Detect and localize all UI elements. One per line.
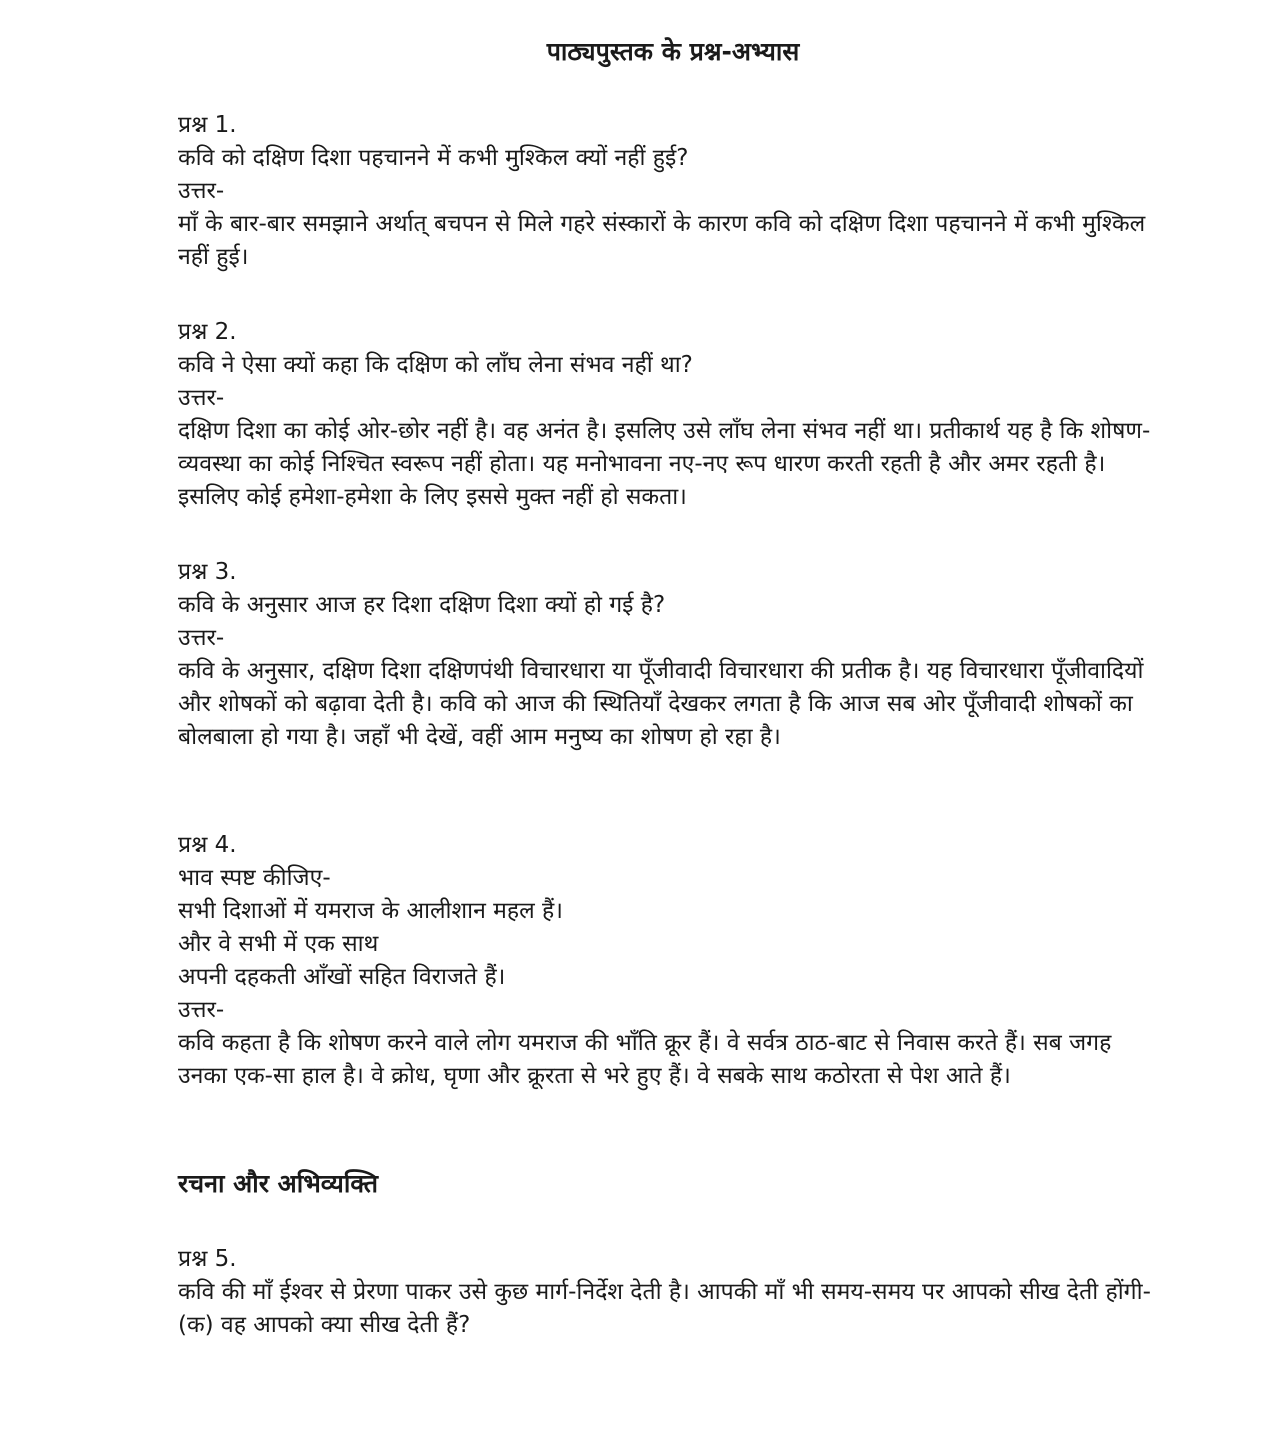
page-title: पाठ्यपुस्तक के प्रश्न-अभ्यास [546,37,800,66]
question-text: कवि को दक्षिण दिशा पहचानने में कभी मुश्किल क्यों नहीं हुई? [178,145,689,171]
answer-text: माँ के बार-बार समझाने अर्थात् बचपन से मिले गहरे संस्कारों के कारण कवि को दक्षिण दिशा पहचानने में कभी मुश्किल नहीं हुई। [178,211,1146,270]
answer-label: उत्तर- [178,625,225,651]
verse-line-1: सभी दिशाओं में यमराज के आलीशान महल हैं। [178,898,563,924]
question-block-3 [178,556,1168,754]
question-number: प्रश्न 4. [178,832,237,858]
question-block-1 [178,109,1168,274]
answer-text: कवि कहता है कि शोषण करने वाले लोग यमराज की भाँति क्रूर हैं। वे सर्वत्र ठाठ-बाट से निवास करते हैं। सब जगह उनका एक-सा हाल है। वे क्रोध, घृणा और क्रूरता से भरे हुए हैं। वे सबके साथ कठोरता से पेश आते हैं। [178,1030,1112,1089]
question-block-4 [178,829,1168,1093]
question-block-5 [178,1243,1168,1342]
question-text: कवि की माँ ईश्वर से प्रेरणा पाकर उसे कुछ मार्ग-निर्देश देती है। आपकी माँ भी समय-समय पर आपको सीख देती होंगी- [178,1279,1151,1305]
question-number: प्रश्न 2. [178,319,237,345]
verse-line-3: अपनी दहकती आँखों सहित विराजते हैं। [178,964,506,990]
verse-line-2: और वे सभी में एक साथ [178,931,379,957]
section-heading: रचना और अभिव्यक्ति [178,1169,378,1198]
question-text: भाव स्पष्ट कीजिए- [178,865,331,891]
question-text: कवि ने ऐसा क्यों कहा कि दक्षिण को लाँघ लेना संभव नहीं था? [178,352,693,378]
question-number: प्रश्न 3. [178,559,237,585]
answer-label: उत्तर- [178,385,225,411]
question-text: कवि के अनुसार आज हर दिशा दक्षिण दिशा क्यों हो गई है? [178,592,666,618]
answer-text: कवि के अनुसार, दक्षिण दिशा दक्षिणपंथी विचारधारा या पूँजीवादी विचारधारा की प्रतीक है। यह विचारधारा पूँजीवादियों और शोषकों को बढ़ावा देती है। कवि को आज की स्थितियाँ देखकर लगता है कि आज सब ओर पूँजीवादी शोषकों का बोलबाला हो गया है। जहाँ भी देखें, वहीं आम मनुष्य का शोषण हो रहा है। [178,658,1144,750]
answer-text: दक्षिण दिशा का कोई ओर-छोर नहीं है। वह अनंत है। इसलिए उसे लाँघ लेना संभव नहीं था। प्रतीकार्थ यह है कि शोषण-व्यवस्था का कोई निश्चित स्वरूप नहीं होता। यह मनोभावना नए-नए रूप धारण करती रहती है और अमर रहती है। इसलिए कोई हमेशा-हमेशा के लिए इससे मुक्त नहीं हो सकता। [178,418,1151,510]
sub-question-a: (क) वह आपको क्या सीख देती हैं? [178,1312,471,1338]
question-block-2 [178,316,1168,514]
question-number: प्रश्न 5. [178,1246,237,1272]
answer-label: उत्तर- [178,178,225,204]
question-number: प्रश्न 1. [178,112,237,138]
answer-label: उत्तर- [178,997,225,1023]
